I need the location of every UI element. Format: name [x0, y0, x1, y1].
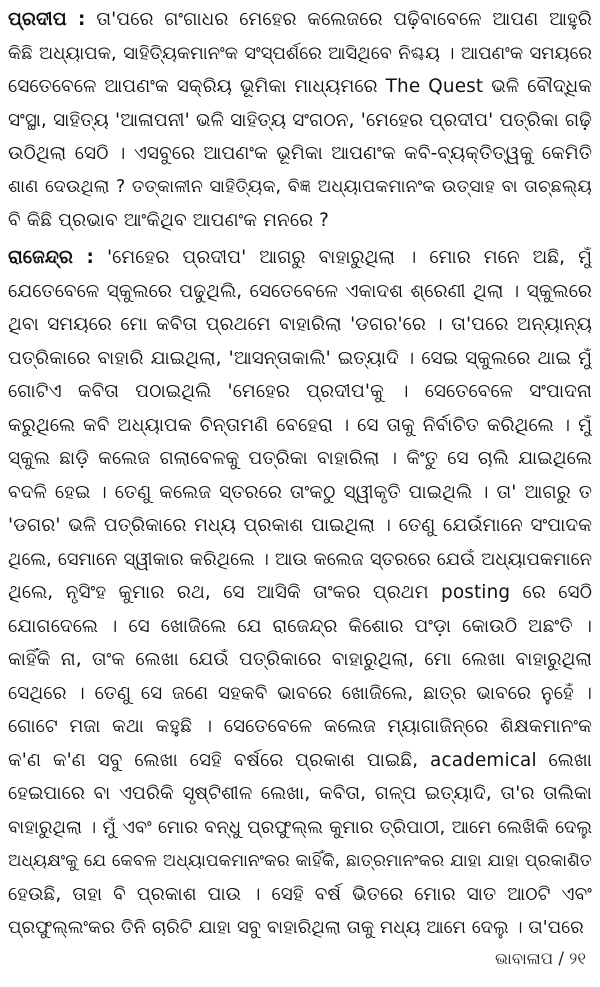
text-line [8, 241, 592, 275]
text-line [8, 375, 592, 409]
text-line [8, 777, 592, 811]
text-line [8, 442, 592, 476]
text-line [8, 509, 592, 543]
text-line [8, 3, 592, 37]
line-text: ଯେତେବେଳେ ସ୍କୁଲରେ ପଢୁଥିଲି, ସେତେବେଳେ ଏକାଦଶ ଶ୍ରେଣୀ ଥିଲା । ସ୍କୁଲରେ [8, 280, 592, 302]
line-text: ବାହାରୁଥିଲା । ମୁଁ ଏବଂ ମୋର ବନ୍ଧୁ ପ୍ରଫୁଲ୍ଲ କୁମାର ତ୍ରିପାଠୀ, ଆମେ ଲେଖିକି ଦେଲୁ [8, 816, 592, 838]
text-line [8, 104, 592, 138]
text-line [8, 878, 592, 912]
line-text: ସଂସ୍ଥା, ସାହିତ୍ୟ 'ଆଳାପନୀ' ଭଳି ସାହିତ୍ୟ ସଂଗଠନ, 'ମେହେର ପ୍ରଦୀପ' ପତ୍ରିକା ଗଢ଼ି [8, 109, 592, 131]
text-line [8, 204, 592, 238]
line-text: ବି କିଛି ପ୍ରଭାବ ଆଂକିଥିବ ଆପଣଂକ ମନରେ ? [8, 210, 330, 231]
line-text: ବଦଳି ହେଇ । ତେଣୁ କଲେଜ ସ୍ତରରେ ତାଂକଠୁ ସ୍ୱୀକୃତି ପାଇଥିଲି । ତା' ଆଗରୁ ତ [8, 481, 592, 503]
speaker-label: ପ୍ରଦୀପ : [8, 9, 86, 30]
text-line [8, 710, 592, 744]
text-line [8, 70, 592, 104]
line-text: ପତ୍ରିକାରେ ବାହାରି ଯାଇଥିଲା, 'ଆସନ୍ତାକାଲି' ଇତ୍ୟାଦି । ସେଇ ସ୍କୁଲରେ ଥାଇ ମୁଁ [8, 347, 592, 369]
text-line [8, 576, 592, 610]
line-text: ଯୋଗଦେଲେ । ସେ ଖୋଜିଲେ ଯେ ରାଜେନ୍ଦ୍ର କିଶୋର ପଂଡ଼ା କୋଉଠି ଅଛଂତି । [8, 615, 592, 637]
text-line [8, 476, 592, 510]
line-text: ପ୍ରଫୁଲ୍ଲଂକର ତିନି ଚାରିଟି ଯାହା ସବୁ ବାହାରିଥିଲା ତାକୁ ମଧ୍ୟ ଆମେ ଦେଲୁ । ତା'ପରେ [8, 917, 584, 938]
line-text: ଗୋଟିଏ କବିତା ପଠାଇଥିଲି 'ମେହେର ପ୍ରଦୀପ'କୁ । ସେତେବେଳେ ସଂପାଦନା [8, 381, 592, 402]
page-footer: ଭାବାଳାପ / ୨୧ [495, 949, 586, 968]
line-text: କାହିଁକି ନା, ତାଂକ ଲେଖା ଯେଉଁ ପତ୍ରିକାରେ ବାହାରୁଥିଲା, ମୋ ଲେଖା ବାହାରୁଥିଲା [8, 649, 592, 670]
line-text: କ'ଣ କ'ଣ ସବୁ ଲେଖା ସେହି ବର୍ଷରେ ପ୍ରକାଶ ପାଇଛି, academical ଲେଖା [8, 749, 592, 771]
line-text: ଥିଲେ, ସେମାନେ ସ୍ୱୀକାର କରିଥିଲେ । ଆଉ କଲେଜ ସ୍ତରରେ ଯେଉଁ ଅଧ୍ୟାପକମାନେ [8, 548, 592, 570]
paragraph-rajendra [8, 241, 592, 945]
text-line [8, 811, 592, 845]
speaker-label: ରାଜେନ୍ଦ୍ର : [8, 247, 94, 268]
paragraph-pradeep [8, 3, 592, 238]
line-text: ହେଇପାରେ ବା ଏପରିକି ସୃଷ୍ଟିଶୀଳ ଲେଖା, କବିତା, ଗଳ୍ପ ଇତ୍ୟାଦି, ତା'ର ତାଲିକା [8, 783, 592, 804]
line-text: କରୁଥିଲେ କବି ଅଧ୍ୟାପକ ଚିନ୍ତାମଣି ବେହେରା । ସେ ତାକୁ ନିର୍ବାଚିତ କରିଥିଲେ । ମୁଁ [8, 414, 592, 436]
line-text: ତା'ପରେ ଗଂଗାଧର ମେହେର କଲେଜରେ ପଢ଼ିବାବେଳେ ଆପଣ ଆହୁରି [96, 9, 592, 30]
line-text: ସେତେବେଳେ ଆପଣଂକ ସକ୍ରିୟ ଭୂମିକା ମାଧ୍ୟମରେ The Quest ଭଳି ବୌଦ୍ଧିକ [8, 76, 592, 97]
line-text: ଅଧ୍ୟକ୍ଷଂକୁ ଯେ କେବଳ ଅଧ୍ୟାପକମାନଂକର କାହିଁକି, ଛାତ୍ରମାନଂକର ଯାହା ଯାହା ପ୍ରକାଶିତ [8, 850, 592, 870]
text-line [8, 677, 592, 711]
line-text: ସେଥିରେ । ତେଣୁ ସେ ଜଣେ ସହକବି ଭାବରେ ଖୋଜିଲେ, ଛାତ୍ର ଭାବରେ ନୁହେଁ । [8, 682, 592, 704]
text-line [8, 137, 592, 171]
line-text: ହେଉଛି, ତାହା ବି ପ୍ରକାଶ ପାଉ । ସେହି ବର୍ଷ ଭିତରେ ମୋର ସାତ ଆଠଟି ଏବଂ [8, 883, 592, 905]
line-text: ଉଠିଥିଲା ସେଠି । ଏସବୁରେ ଆପଣଂକ ଭୂମିକା ଆପଣଂକ କବି-ବ୍ୟକ୍ତିତ୍ୱକୁ କେମିତି [8, 143, 592, 164]
text-line [8, 37, 592, 71]
text-line [8, 342, 592, 376]
line-text: ଶାଣ ଦେଉଥିଲା ? ତତ୍କାଳୀନ ସାହିତ୍ୟିକ, ବିଜ୍ଞ ଅଧ୍ୟାପକମାନଂକ ଉତ୍ସାହ ବା ତାଚ୍ଛଲ୍ୟ [8, 176, 592, 197]
text-line [8, 911, 592, 945]
text-line [8, 409, 592, 443]
line-text: କିଛି ଅଧ୍ୟାପକ, ସାହିତ୍ୟିକମାନଂକ ସଂସ୍ପର୍ଶରେ ଆସିଥିବେ ନିଶ୍ଚୟ । ଆପଣଂକ ସମୟରେ [8, 42, 592, 64]
line-text: ସ୍କୁଲ ଛାଡ଼ି କଲେଜ ଗଲାବେଳକୁ ପତ୍ରିକା ବାହାରିଲା । କିଂତୁ ସେ ଚାଲି ଯାଇଥିଲେ [8, 448, 592, 469]
text-line [8, 610, 592, 644]
text-line [8, 744, 592, 778]
text-line [8, 275, 592, 309]
line-text: ଥିବା ସମୟରେ ମୋ କବିତା ପ୍ରଥମେ ବାହାରିଲା 'ଡଗର'ରେ । ତା'ପରେ ଅନ୍ୟାନ୍ୟ [8, 314, 592, 335]
text-line [8, 543, 592, 577]
text-line [8, 844, 592, 878]
line-text: ଥିଲେ, ନୃସିଂହ କୁମାର ରଥ, ସେ ଆସିକି ତାଂକର ପ୍ରଥମ posting ରେ ସେଠି [8, 582, 592, 603]
text-line [8, 308, 592, 342]
text-line [8, 643, 592, 677]
text-line [8, 171, 592, 205]
line-text: 'ମେହେର ପ୍ରଦୀପ' ଆଗରୁ ବାହାରୁଥିଲା । ମୋର ମନେ ଅଛି, ମୁଁ [106, 247, 592, 268]
line-text: ଗୋଟେ ମଜା କଥା କହୁଛି । ସେତେବେଳେ କଲେଜ ମ୍ୟାଗାଜିନ୍‌ରେ ଶିକ୍ଷକମାନଂକ [8, 716, 592, 737]
line-text: 'ଡଗର' ଭଳି ପତ୍ରିକାରେ ମଧ୍ୟ ପ୍ରକାଶ ପାଇଥିଲା । ତେଣୁ ଯେଉଁମାନେ ସଂପାଦକ [8, 515, 592, 536]
